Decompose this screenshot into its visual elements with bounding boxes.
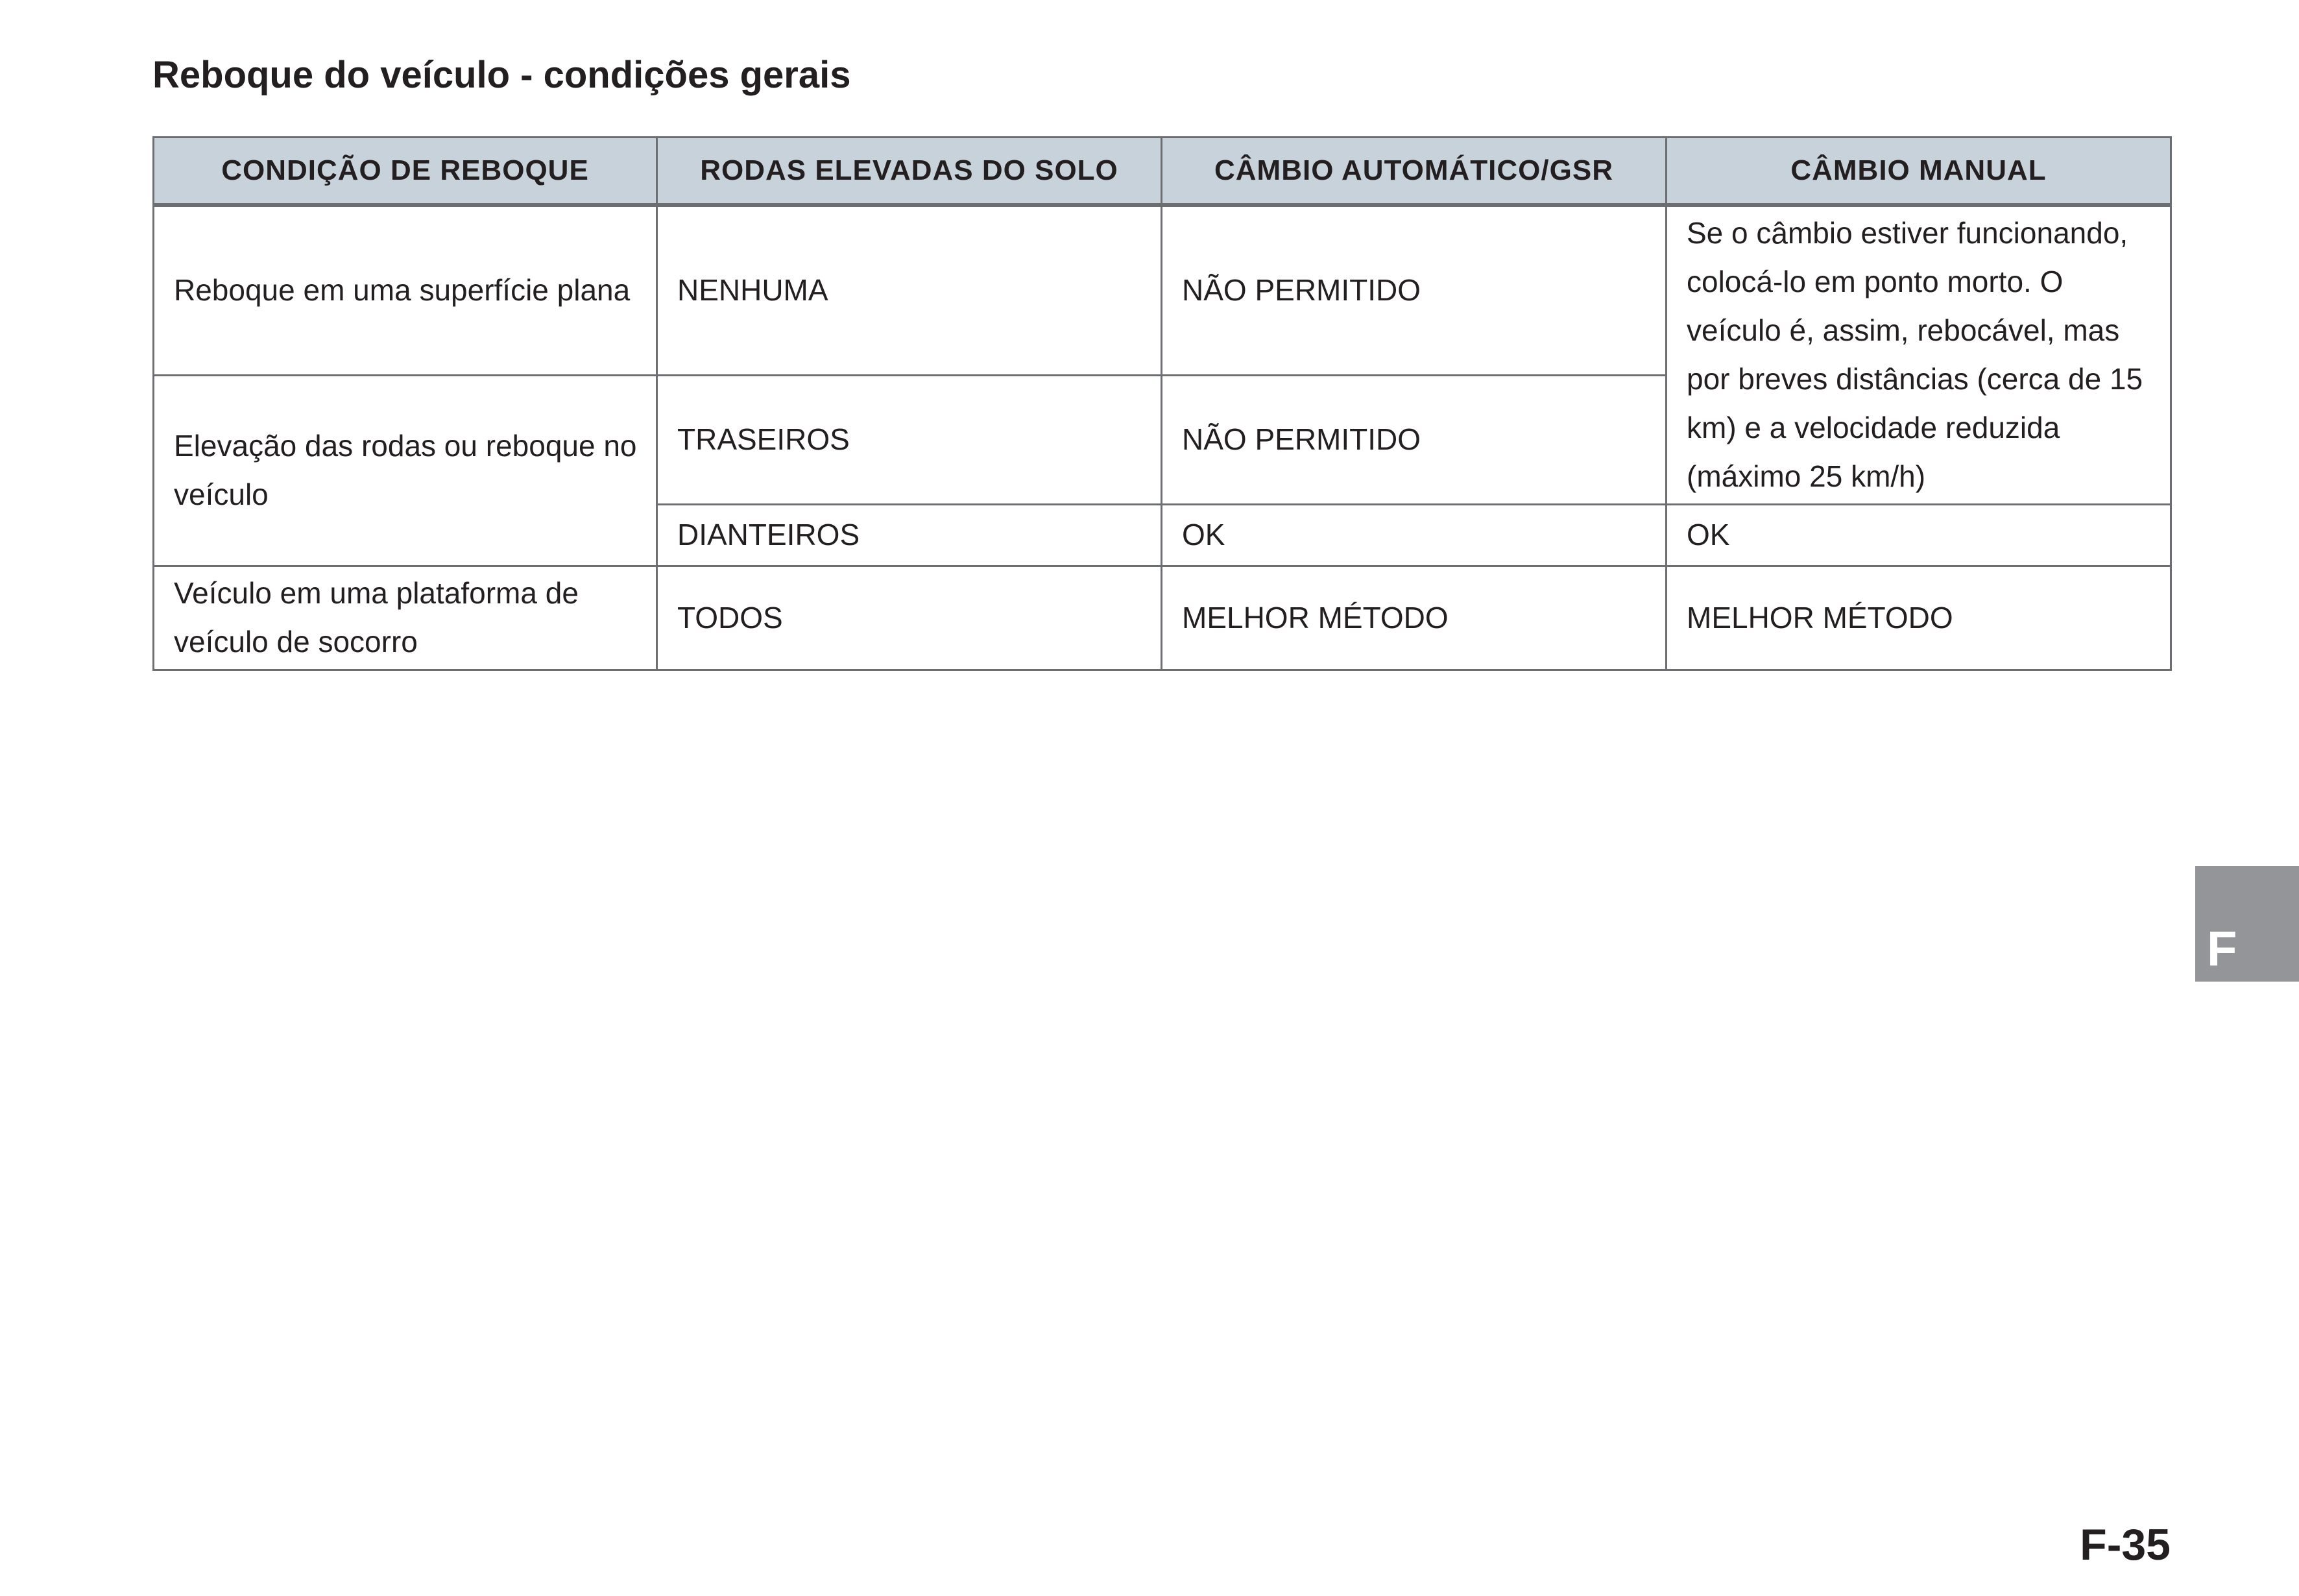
cell-automatic: MELHOR MÉTODO	[1162, 566, 1667, 670]
cell-wheels: NENHUMA	[657, 205, 1162, 375]
section-letter: F	[2207, 921, 2237, 976]
header-manual-gearbox: CÂMBIO MANUAL	[1667, 138, 2171, 206]
table-header-row	[154, 138, 2171, 206]
cell-manual: MELHOR MÉTODO	[1667, 566, 2171, 670]
cell-wheels: DIANTEIROS	[657, 504, 1162, 566]
cell-manual: Se o câmbio estiver funcionando, colocá-lo em ponto morto. O veículo é, assim, rebocável, mas por breves distâncias (cerca de 15 km) e a velocidade reduzida (máximo 25 km/h)	[1667, 205, 2171, 504]
header-automatic-gearbox: CÂMBIO AUTOMÁTICO/GSR	[1162, 138, 1667, 206]
cell-condition: Veículo em uma plataforma de veículo de socorro	[154, 566, 657, 670]
header-raised-wheels: RODAS ELEVADAS DO SOLO	[657, 138, 1162, 206]
table-row	[154, 566, 2171, 670]
cell-automatic: NÃO PERMITIDO	[1162, 375, 1667, 504]
cell-automatic: OK	[1162, 504, 1667, 566]
header-towing-condition: CONDIÇÃO DE REBOQUE	[154, 138, 657, 206]
page-number: F-35	[2080, 1520, 2171, 1569]
cell-condition: Elevação das rodas ou reboque no veículo	[154, 375, 657, 566]
towing-conditions-table	[152, 136, 2172, 671]
cell-condition: Reboque em uma superfície plana	[154, 205, 657, 375]
cell-wheels: TRASEIROS	[657, 375, 1162, 504]
section-side-tab	[2195, 866, 2299, 982]
table-row	[154, 205, 2171, 375]
cell-wheels: TODOS	[657, 566, 1162, 670]
cell-manual: OK	[1667, 504, 2171, 566]
cell-automatic: NÃO PERMITIDO	[1162, 205, 1667, 375]
page-title: Reboque do veículo - condições gerais	[152, 54, 851, 96]
